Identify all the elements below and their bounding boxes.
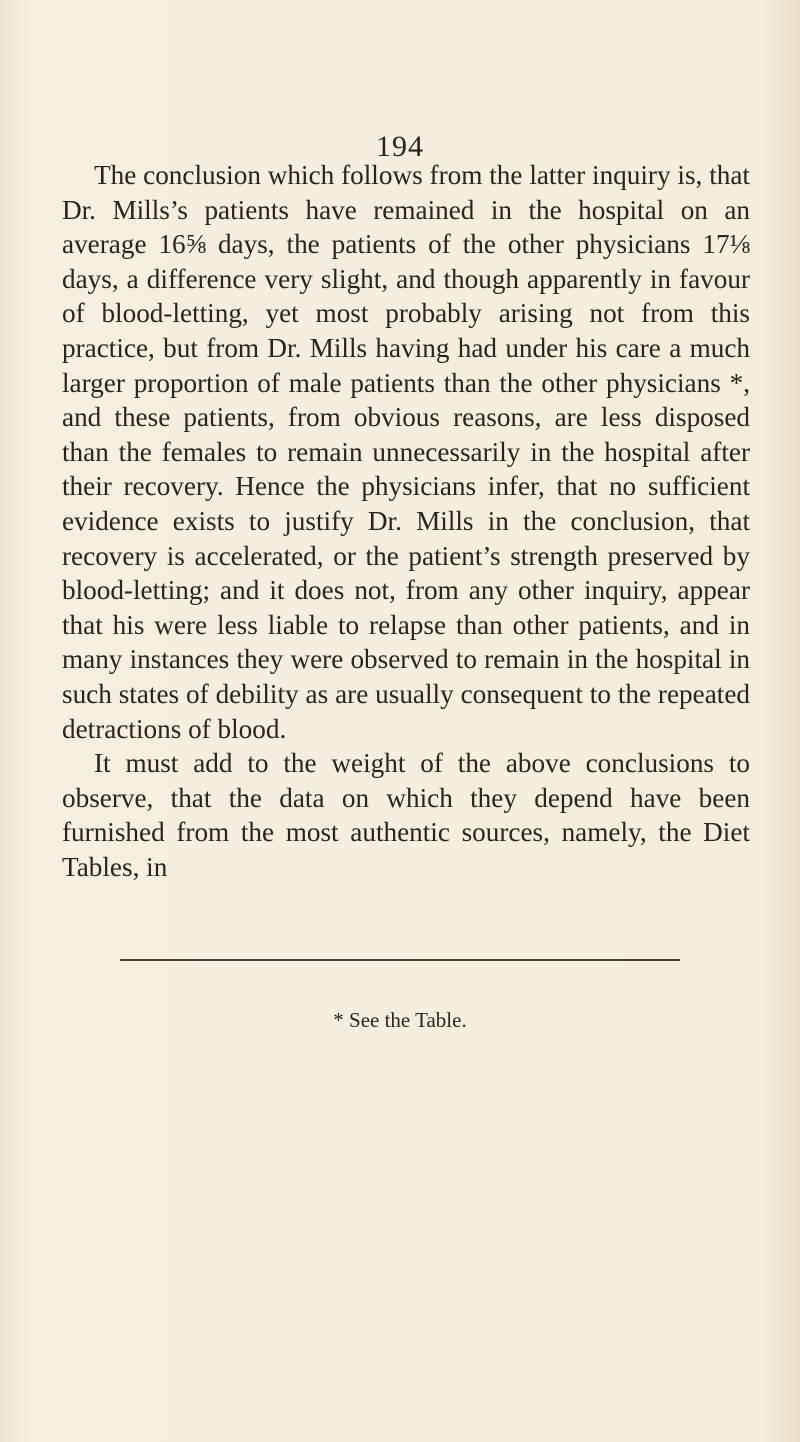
paragraph-data-sources: It must add to the weight of the above conclusions to observe, that the data on which they depend have been furnished from the most authentic sources, namely, the Diet Tables, in <box>62 748 750 882</box>
footnote-divider <box>120 959 680 961</box>
footnote: * See the Table. <box>333 1008 467 1032</box>
page-number: 194 <box>376 130 424 163</box>
body-text <box>62 158 750 884</box>
paragraph-conclusion: The conclusion which follows from the latter inquiry is, that Dr. Mills’s patients have remained in the hospital on an average 16⅝ days, the patients of the other physicians 17⅛ days, a difference very slight, and though apparently in favour of blood-letting, yet most probably arising not from this practice, but from Dr. Mills having had under his care a much larger proportion of male patients than the other physicians *, and these patients, from obvious reasons, are less disposed than the females to remain unnecessarily in the hospital after their recovery. Hence the physicians infer, that no sufficient evidence exists to justify Dr. Mills in the conclusion, that recovery is accelerated, or the patient’s strength preserved by blood-letting; and it does not, from any other inquiry, appear that his were less liable to relapse than other patients, and in many instances they were observed to remain in the hospital in such states of debility as are usually consequent to the repeated detractions of blood. <box>62 160 750 744</box>
